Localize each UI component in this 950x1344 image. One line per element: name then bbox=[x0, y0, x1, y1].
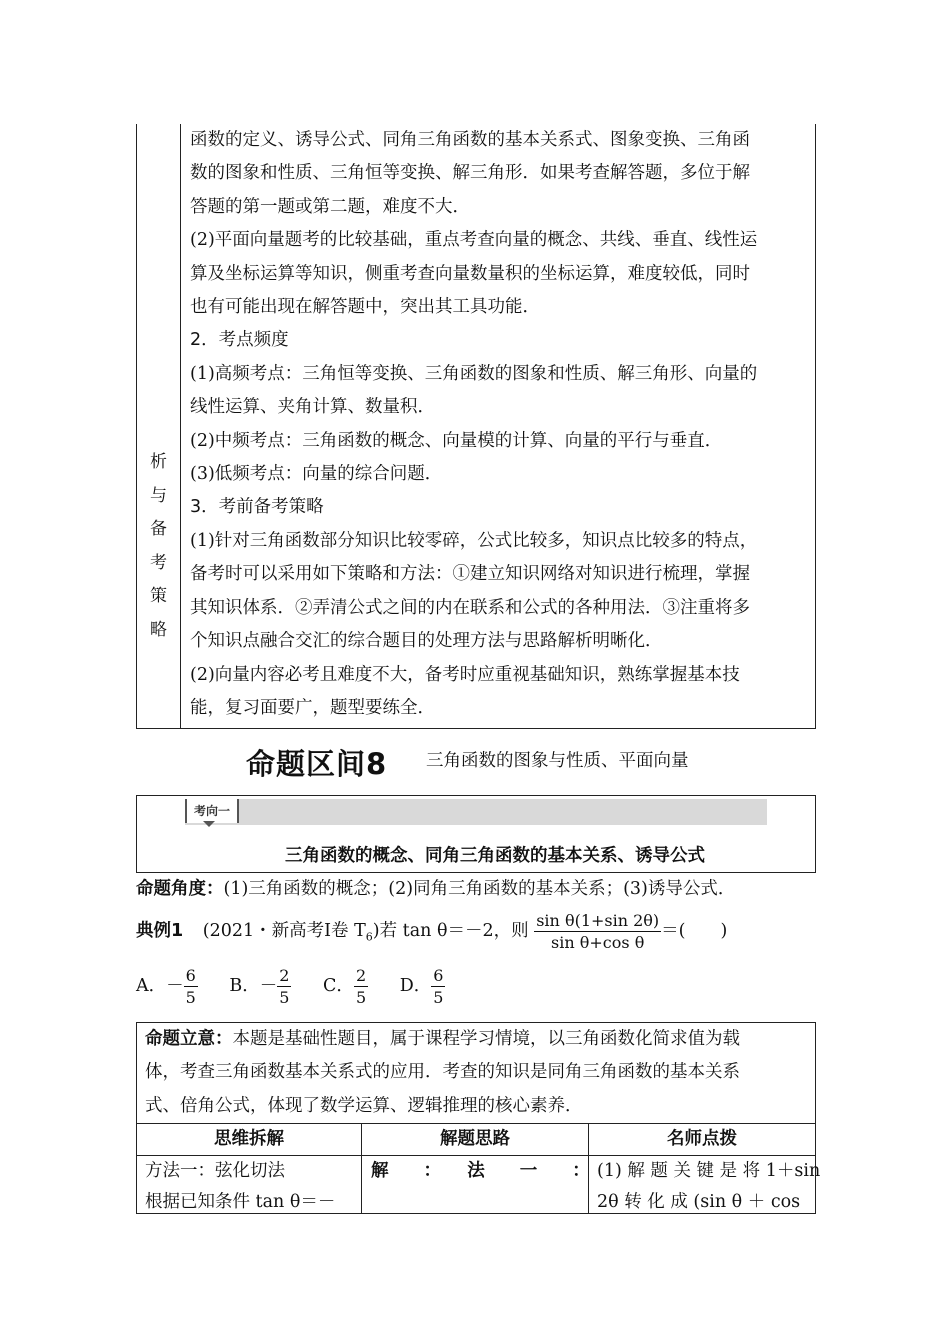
option-c[interactable] bbox=[323, 966, 374, 1007]
intent-text: 本题是基础性题目，属于课程学习情境，以三角函数化简求值为载 bbox=[232, 1029, 740, 1049]
topic-box bbox=[136, 795, 816, 873]
intent-block bbox=[145, 1023, 807, 1123]
source-suffix: )若 tan θ＝－2，则 bbox=[372, 921, 529, 941]
source-sub: 6 bbox=[365, 930, 373, 944]
intent-line: 式、倍角公式，体现了数学运算、逻辑推理的核心素养． bbox=[145, 1095, 583, 1116]
approach-cell bbox=[371, 1156, 590, 1187]
option-letter: C． bbox=[323, 976, 354, 996]
cell-line: 方法一：弦化切法 bbox=[145, 1161, 285, 1181]
text-line: (2)平面向量题考的比较基础，重点考查向量的概念、共线、垂直、线性运 bbox=[190, 230, 758, 251]
side-char: 与 bbox=[150, 485, 167, 506]
option-b[interactable] bbox=[229, 966, 297, 1007]
text-line: 线性运算、夹角计算、数量积． bbox=[190, 397, 435, 418]
option-fraction bbox=[354, 965, 368, 1008]
section-heading bbox=[0, 742, 950, 781]
option-den: 5 bbox=[355, 988, 367, 1007]
breakdown-cell bbox=[145, 1156, 335, 1218]
text-line: 答题的第一题或第二题，难度不大． bbox=[190, 196, 470, 217]
text-line: 个知识点融合交汇的综合题目的处理方法与思路解析明晰化． bbox=[190, 631, 663, 652]
text-line: 函数的定义、诱导公式、同角三角函数的基本关系式、图象变换、三角函 bbox=[190, 130, 750, 150]
section-title: 命题区间8 bbox=[246, 747, 388, 781]
header-tips: 名师点拨 bbox=[667, 1129, 737, 1149]
angle-line bbox=[136, 875, 735, 900]
topic-title: 三角函数的概念、同角三角函数的基本关系、诱导公式 bbox=[285, 846, 705, 866]
option-letter: D． bbox=[399, 976, 432, 996]
text-line: (2)向量内容必考且难度不大，备考时应重视基础知识，熟练掌握基本技 bbox=[190, 664, 740, 685]
option-sign: － bbox=[166, 976, 184, 996]
option-a[interactable] bbox=[136, 966, 203, 1007]
option-num: 6 bbox=[433, 966, 444, 985]
source-prefix: (2021・新高考Ⅰ卷 T bbox=[202, 921, 366, 941]
tips-cell bbox=[597, 1156, 820, 1218]
fraction-denominator: sin θ+cos θ bbox=[551, 933, 645, 952]
text-line: 也有可能出现在解答题中，突出其工具功能． bbox=[190, 297, 540, 318]
topic-tag: 考向一 bbox=[185, 799, 239, 823]
section-subtitle: 三角函数的图象与性质、平面向量 bbox=[426, 751, 689, 771]
side-char: 略 bbox=[150, 619, 167, 640]
option-den: 5 bbox=[185, 988, 196, 1007]
text-line: 其知识体系．②弄清公式之间的内在联系和公式的各种用法．③注重将多 bbox=[190, 597, 750, 618]
topic-bar bbox=[185, 799, 767, 825]
cell-line: 解 ： 法 一 ： bbox=[371, 1161, 590, 1181]
option-fraction bbox=[431, 965, 445, 1008]
option-num: 2 bbox=[279, 966, 290, 985]
text-line: 能，复习面要广，题型要练全． bbox=[190, 697, 435, 718]
text-line: 数的图象和性质、三角恒等变换、解三角形．如果考查解答题，多位于解 bbox=[190, 163, 750, 184]
column-divider bbox=[180, 124, 181, 728]
side-char: 析 bbox=[150, 452, 167, 472]
intent-line: 体，考查三角函数基本关系式的应用．考查的知识是同角三角函数的基本关系 bbox=[145, 1062, 740, 1083]
text-line: (3)低频考点：向量的综合问题． bbox=[190, 464, 443, 485]
intent-label: 命题立意： bbox=[145, 1029, 233, 1049]
angle-text: (1)三角函数的概念；(2)同角三角函数的基本关系；(3)诱导公式． bbox=[223, 879, 736, 899]
text-line: 算及坐标运算等知识，侧重考查向量数量积的坐标运算，难度较低，同时 bbox=[190, 263, 750, 284]
options-row bbox=[136, 965, 445, 1008]
option-den: 5 bbox=[433, 988, 444, 1007]
side-char: 备 bbox=[150, 519, 167, 539]
solution-table bbox=[136, 1022, 821, 1214]
cell-line: (1) 解 题 关 键 是 将 1＋sin bbox=[597, 1161, 821, 1181]
tag-pointer-icon bbox=[203, 821, 215, 827]
option-num: 2 bbox=[355, 966, 367, 985]
example-line bbox=[136, 910, 727, 953]
option-sign: － bbox=[259, 976, 278, 996]
example-source bbox=[202, 921, 529, 944]
analysis-table bbox=[136, 124, 816, 729]
cell-line: 根据已知条件 tan θ＝－ bbox=[145, 1192, 336, 1212]
example-fraction bbox=[534, 910, 661, 953]
text-line: (2)中频考点：三角函数的概念、向量模的计算、向量的平行与垂直． bbox=[190, 430, 723, 451]
option-num: 6 bbox=[185, 966, 196, 985]
example-label: 典例1 bbox=[136, 921, 184, 941]
side-label bbox=[137, 446, 180, 647]
cell-line: 2θ 转 化 成 (sin θ ＋ cos bbox=[597, 1192, 801, 1212]
example-tail: ＝( ) bbox=[661, 921, 728, 941]
fraction-numerator: sin θ(1+sin 2θ) bbox=[536, 911, 660, 930]
subheading: 2．考点频度 bbox=[190, 330, 289, 351]
side-char: 考 bbox=[150, 552, 167, 573]
option-den: 5 bbox=[279, 988, 290, 1007]
header-breakdown: 思维拆解 bbox=[214, 1129, 284, 1149]
option-fraction bbox=[184, 965, 198, 1008]
header-approach: 解题思路 bbox=[440, 1129, 510, 1149]
side-char: 策 bbox=[150, 586, 167, 606]
option-letter: B． bbox=[229, 976, 260, 996]
intent-line-1 bbox=[145, 1023, 807, 1056]
text-line: (1)高频考点：三角恒等变换、三角函数的图象和性质、解三角形、向量的 bbox=[190, 363, 758, 384]
option-fraction bbox=[277, 965, 291, 1008]
angle-label: 命题角度： bbox=[136, 879, 224, 899]
subheading: 3．考前备考策略 bbox=[190, 497, 324, 518]
option-d[interactable] bbox=[399, 966, 446, 1007]
text-line: (1)针对三角函数部分知识比较零碎，公式比较多，知识点比较多的特点， bbox=[190, 530, 758, 551]
option-letter: A． bbox=[136, 976, 167, 996]
analysis-body bbox=[190, 124, 807, 725]
text-line: 备考时可以采用如下策略和方法：①建立知识网络对知识进行梳理，掌握 bbox=[190, 564, 750, 585]
